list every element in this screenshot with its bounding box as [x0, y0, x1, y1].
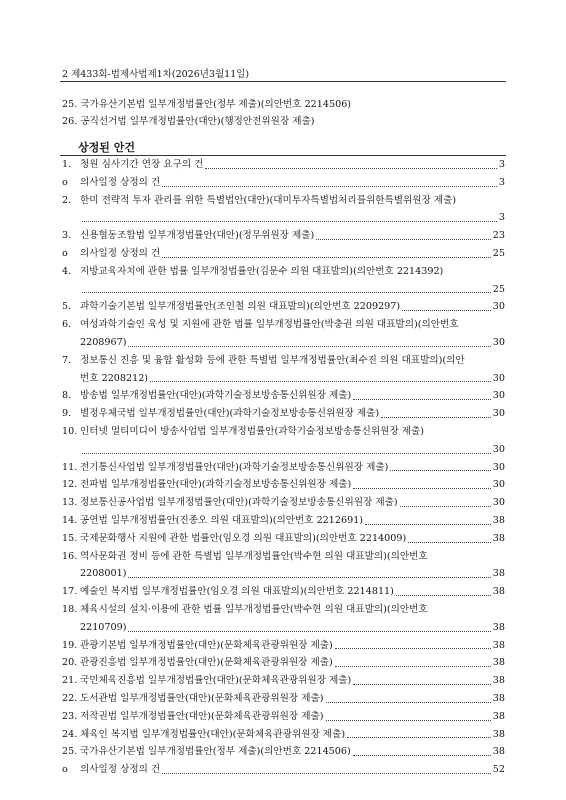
toc-entry-title: 국제문화행사 지원에 관한 법률안(임오경 의원 대표발의)(의안번호 2214009): [80, 532, 407, 544]
toc-entry-line: [62, 316, 505, 334]
toc-page-number: 52: [492, 764, 505, 776]
toc-entry-number: 17.: [62, 586, 78, 598]
toc-entry-number: 3.: [62, 230, 72, 242]
toc-entry-line: [62, 245, 505, 263]
toc-page-number: 38: [492, 621, 505, 633]
dot-leader: [396, 595, 491, 596]
toc-page-number: 30: [492, 301, 505, 313]
toc-entry-number: 19.: [62, 639, 78, 651]
toc-entry-title: 예술인 복지법 일부개정법률안(임오경 의원 대표발의)(의안번호 2214811): [80, 586, 394, 598]
toc-page-number: 38: [492, 568, 505, 580]
dot-leader: [326, 702, 491, 703]
toc-entry-line: [62, 726, 505, 744]
toc-entry-number: 5.: [62, 301, 72, 313]
toc-entry-line: [62, 637, 505, 655]
toc-entry-number: 11.: [62, 461, 78, 473]
toc-entry-line: [62, 281, 505, 299]
dot-leader: [353, 684, 490, 685]
toc-page-number: 38: [492, 657, 505, 669]
toc-entry-line: [62, 601, 505, 619]
toc-entry-title: 의사일정 상정의 건: [80, 764, 161, 776]
toc-entry-line: [62, 476, 505, 494]
toc-entry-line: [62, 565, 505, 583]
toc-page-number: 38: [492, 639, 505, 651]
toc-entry-line: [62, 174, 505, 192]
toc-entry-line: [62, 334, 505, 352]
toc-entry-title: 청원 심사기간 연장 요구의 건: [80, 159, 204, 170]
toc-page-number: 38: [492, 692, 505, 704]
dot-leader: [353, 488, 490, 489]
toc-entry-line: [62, 370, 505, 388]
dot-leader: [353, 755, 491, 756]
toc-entry-title: 정보통신공사업법 일부개정법률안(대안)(과학기술정보방송통신위원장 제출): [80, 497, 398, 509]
toc-entry-line: [62, 192, 505, 210]
toc-entry-line: [62, 530, 505, 548]
toc-entry-line: [62, 263, 505, 281]
toc-entry-line: [62, 708, 505, 726]
toc-entry-number: 20.: [62, 657, 78, 669]
dot-leader: [162, 186, 497, 187]
toc-entry-title: 역사문화권 정비 등에 관한 특별법 일부개정법률안(박수현 의원 대표발의)(의안번호: [80, 550, 428, 562]
toc-entry-title: 도서관법 일부개정법률안(대안)(문화체육관광위원장 제출): [80, 692, 324, 704]
toc-entry-number: 15.: [62, 532, 78, 544]
toc-entry-number: 16.: [62, 550, 78, 562]
toc-entry-number: 14.: [62, 514, 78, 526]
page-header: 2 제433회-법제사법제1차(2026년3월11일): [62, 69, 250, 80]
dot-leader: [82, 453, 491, 454]
toc-entry-line: [62, 619, 505, 637]
toc-entry-line: [62, 459, 505, 477]
agenda-line: [62, 96, 506, 113]
toc-entry-title: 방송법 일부개정법률안(대안)(과학기술정보방송통신위원장 제출): [80, 390, 352, 402]
dot-leader: [326, 720, 491, 721]
toc-page-number: 30: [492, 443, 505, 455]
dot-leader: [335, 648, 491, 649]
toc-entry-title: 지방교육자치에 관한 법률 일부개정법률안(김문수 의원 대표발의)(의안번호 2214392): [80, 265, 444, 277]
toc-entry-number: 1.: [62, 159, 72, 170]
toc-page-number: 38: [492, 532, 505, 544]
toc-entry-line: [62, 423, 505, 441]
toc-page-number: 30: [492, 408, 505, 420]
toc-page-number: 38: [492, 586, 505, 598]
toc-page-number: 30: [492, 336, 505, 348]
toc-entry-title: 공연법 일부개정법률안(진종오 의원 대표발의)(의안번호 2212691): [80, 514, 364, 526]
toc-page-number: 30: [492, 390, 505, 402]
agenda-text: 국가유산기본법 일부개정법률안(정부 제출)(의안번호 2214506): [80, 99, 352, 110]
toc-entry-title: 체육시설의 설치·이용에 관한 법률 일부개정법률안(박수현 의원 대표발의)(의안번호: [80, 603, 428, 615]
toc-entry-title: 의사일정 상정의 건: [80, 176, 161, 188]
toc-entry-title: 2208001): [80, 568, 127, 580]
toc-entry-line: [62, 583, 505, 601]
toc-entry-title: 관광기본법 일부개정법률안(대안)(문화체육관광위원장 제출): [80, 639, 333, 651]
dot-leader: [205, 168, 496, 169]
toc-page-number: 25: [492, 283, 505, 295]
dot-leader: [128, 577, 490, 578]
toc-entry-number: 9.: [62, 408, 72, 420]
toc-entry-number: 21.: [62, 675, 78, 687]
section-title: 상정된 안건: [78, 141, 135, 154]
toc-entry-title: 전파법 일부개정법률안(대안)(과학기술정보방송통신위원장 제출): [80, 479, 352, 491]
toc-entry-line: [62, 672, 505, 690]
toc-entry-number: o: [62, 247, 68, 259]
toc-entry-number: 24.: [62, 728, 78, 740]
agenda-line: [62, 113, 506, 130]
toc-entry-number: 22.: [62, 692, 78, 704]
toc-page-number: 30: [492, 497, 505, 509]
toc-entry-number: 23.: [62, 710, 78, 722]
dot-leader: [402, 310, 491, 311]
agenda-text: 공직선거법 일부개정법률안(대안)(행정안전위원장 제출): [80, 116, 315, 127]
toc-entry-number: 4.: [62, 265, 72, 277]
toc-entry-line: [62, 209, 505, 227]
agenda-number: 26.: [62, 116, 81, 127]
toc-page-number: 38: [492, 746, 505, 758]
toc-entry-title: 저작권법 일부개정법률안(대안)(문화체육관광위원장 제출): [80, 710, 324, 722]
toc-entry-line: [62, 298, 505, 316]
toc-page-number: 38: [492, 710, 505, 722]
toc-entry-number: 6.: [62, 319, 72, 331]
agenda-toc: [62, 156, 505, 779]
dot-leader: [335, 666, 491, 667]
dot-leader: [162, 257, 491, 258]
continued-agenda-list: [62, 96, 506, 130]
toc-page-number: 30: [492, 479, 505, 491]
toc-page-number: 30: [492, 372, 505, 384]
toc-entry-number: o: [62, 176, 68, 188]
dot-leader: [162, 773, 491, 774]
toc-entry-number: 25.: [62, 746, 78, 758]
dot-leader: [347, 737, 491, 738]
toc-entry-title: 전기통신사업법 일부개정법률안(대안)(과학기술정보방송통신위원장 제출): [80, 461, 389, 473]
toc-entry-number: 18.: [62, 603, 78, 615]
toc-entry-title: 2208967): [80, 336, 127, 348]
dot-leader: [316, 239, 491, 240]
toc-entry-line: [62, 352, 505, 370]
toc-entry-number: 7.: [62, 354, 72, 366]
toc-entry-line: [62, 654, 505, 672]
toc-entry-title: 과학기술기본법 일부개정법률안(조인철 의원 대표발의)(의안번호 2209297): [80, 301, 401, 313]
toc-entry-line: [62, 690, 505, 708]
dot-leader: [408, 542, 491, 543]
dot-leader: [128, 346, 490, 347]
toc-page-number: 38: [492, 514, 505, 526]
toc-entry-title: 정보통신 진흥 및 융합 활성화 등에 관한 특별법 일부개정법률안(최수진 의원 대표발의)(의안: [80, 354, 465, 366]
toc-entry-line: [62, 387, 505, 405]
dot-leader: [400, 506, 491, 507]
dot-leader: [82, 221, 497, 222]
toc-page-number: 3: [498, 212, 505, 224]
toc-page-number: 38: [492, 675, 505, 687]
toc-entry-title: 여성과학기술인 육성 및 지원에 관한 법률 일부개정법률안(박충권 의원 대표발의)(의안번호: [80, 319, 459, 331]
toc-entry-line: [62, 227, 505, 245]
toc-entry-number: 13.: [62, 497, 78, 509]
dot-leader: [381, 417, 491, 418]
toc-page-number: 3: [498, 159, 505, 170]
toc-entry-title: 한미 전략적 투자 관리를 위한 특별법안(대안)(대미투자특별법처리를위한특별위원장 제출): [80, 194, 457, 206]
toc-page-number: 38: [492, 728, 505, 740]
toc-page-number: 23: [492, 230, 505, 242]
toc-entry-title: 인터넷 멀티미디어 방송사업법 일부개정법률안(과학기술정보방송통신위원장 제출): [80, 425, 425, 437]
toc-entry-title: 국가유산기본법 일부개정법률안(정부 제출)(의안번호 2214506): [80, 746, 351, 758]
toc-entry-line: [62, 512, 505, 530]
toc-entry-line: [62, 441, 505, 459]
toc-page-number: 25: [492, 247, 505, 259]
toc-entry-number: 8.: [62, 390, 72, 402]
toc-entry-number: 10.: [62, 425, 78, 437]
dot-leader: [365, 524, 491, 525]
dot-leader: [390, 470, 490, 471]
toc-page-number: 3: [498, 176, 505, 188]
toc-page-number: 30: [492, 461, 505, 473]
toc-entry-number: 12.: [62, 479, 78, 491]
dot-leader: [128, 631, 490, 632]
toc-entry-title: 의사일정 상정의 건: [80, 247, 161, 259]
toc-entry-line: [62, 494, 505, 512]
header-rule: [60, 81, 506, 82]
toc-entry-title: 체육인 복지법 일부개정법률안(대안)(문화체육관광위원장 제출): [80, 728, 346, 740]
toc-entry-title: 관광진흥법 일부개정법률안(대안)(문화체육관광위원장 제출): [80, 657, 333, 669]
toc-entry-number: 2.: [62, 194, 72, 206]
toc-entry-line: [62, 405, 505, 423]
dot-leader: [150, 381, 491, 382]
dot-leader: [353, 399, 490, 400]
toc-entry-title: 번호 2208212): [80, 372, 149, 384]
toc-entry-line: [62, 156, 505, 174]
toc-entry-title: 신용협동조합법 일부개정법률안(대안)(정무위원장 제출): [80, 230, 315, 242]
toc-entry-line: [62, 743, 505, 761]
agenda-number: 25.: [62, 99, 81, 110]
toc-entry-line: [62, 761, 505, 779]
toc-entry-title: 2210709): [80, 621, 127, 633]
toc-entry-number: o: [62, 764, 68, 776]
toc-entry-title: 국민체육진흥법 일부개정법률안(대안)(문화체육관광위원장 제출): [80, 675, 352, 687]
toc-entry-line: [62, 548, 505, 566]
toc-entry-title: 별정우체국법 일부개정법률안(대안)(과학기술정보방송통신위원장 제출): [80, 408, 380, 420]
dot-leader: [82, 292, 491, 293]
